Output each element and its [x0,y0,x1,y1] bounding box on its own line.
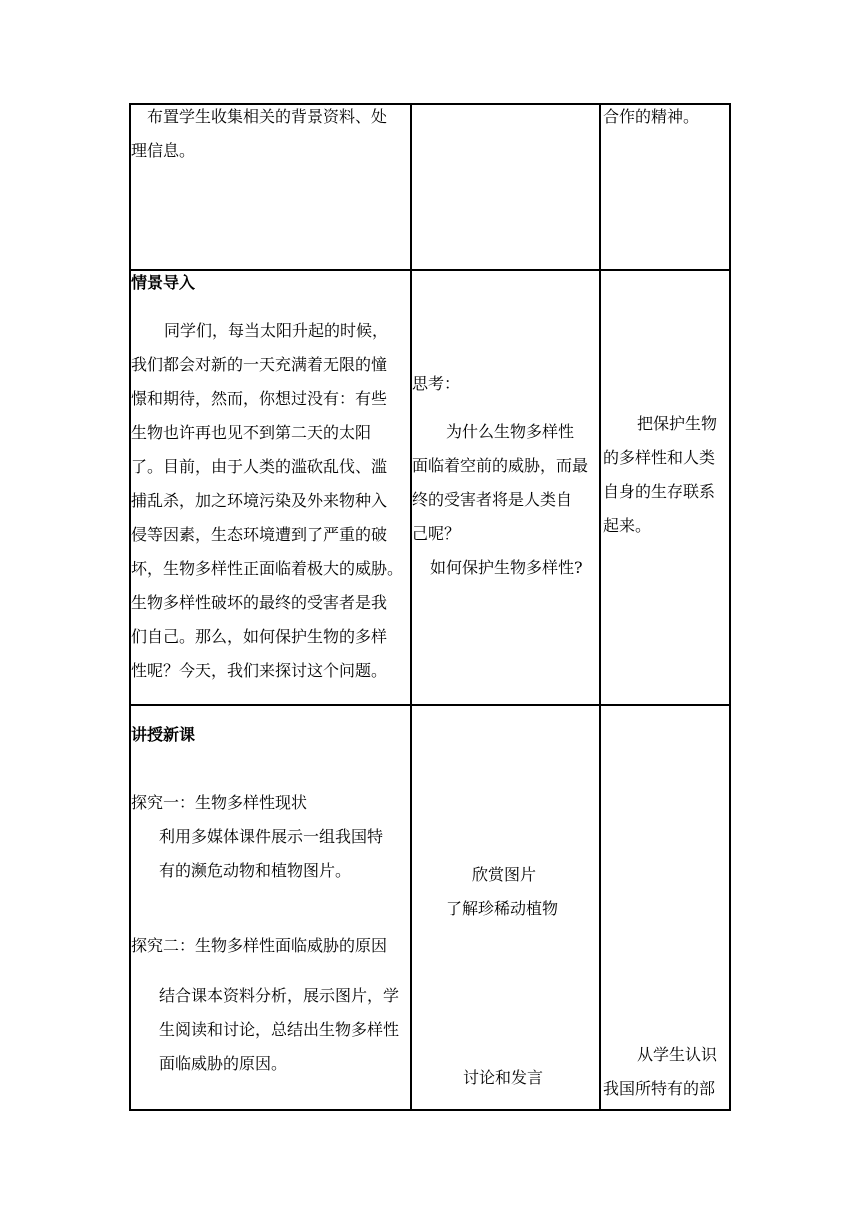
table-border-row2 [129,269,731,271]
intro-text-line: 憬和期待，然而，你想过没有：有些 [131,389,388,408]
inquiry2-text-line: 生阅读和讨论，总结出生物多样性 [159,1020,400,1039]
table-border-row3 [129,704,731,706]
think-question-line: 己呢？ [412,524,461,543]
intent-text-line: 从学生认识 [637,1045,718,1064]
inquiry1-text-line: 有的濒危动物和植物图片。 [159,861,352,880]
inquiry2-title: 探究二：生物多样性面临威胁的原因 [131,936,388,955]
student-activity-line: 欣赏图片 [472,865,537,884]
inquiry2-text-line: 结合课本资料分析，展示图片，学 [159,986,400,1005]
row1-text-line: 布置学生收集相关的背景资料、处 [147,107,388,126]
intent-text-line: 的多样性和人类 [603,448,716,467]
intro-text-line: 性呢？今天，我们来探讨这个问题。 [131,661,388,680]
intro-text-line: 坏，生物多样性正面临着极大的威胁。 [131,559,404,578]
intro-text-line: 侵等因素，生态环境遭到了严重的破 [131,525,388,544]
section-heading-intro: 情景导入 [131,273,196,292]
inquiry1-title: 探究一：生物多样性现状 [131,793,308,812]
intro-text-line: 同学们，每当太阳升起的时候， [164,321,389,340]
section-heading-new-lesson: 讲授新课 [131,725,196,744]
intro-text-line: 们自己。那么，如何保护生物的多样 [131,627,388,646]
intro-text-line: 捕乱杀，加之环境污染及外来物种入 [131,491,388,510]
intent-text-line: 把保护生物 [637,414,718,433]
intro-text-line: 生物多样性破坏的最终的受害者是我 [131,593,388,612]
inquiry1-text-line: 利用多媒体课件展示一组我国特 [159,827,384,846]
think-label: 思考： [412,374,461,393]
intent-text-line: 我国所特有的部 [603,1079,716,1098]
table-divider-col2 [410,103,412,1111]
inquiry2-text-line: 面临威胁的原因。 [159,1054,288,1073]
intro-text-line: 了。目前，由于人类的滥砍乱伐、滥 [131,457,388,476]
intro-text-line: 我们都会对新的一天充满着无限的憧 [131,355,388,374]
intent-text-line: 自身的生存联系 [603,482,716,501]
row1-col3-text: 合作的精神。 [603,107,700,126]
table-border-top [129,103,731,105]
intent-text-line: 起来。 [603,516,652,535]
think-question-line: 面临着空前的威胁，而最 [412,456,589,475]
table-divider-col3 [599,103,601,1111]
think-question-line: 如何保护生物多样性? [430,558,583,577]
row1-text-line: 理信息。 [131,141,196,160]
student-activity-line: 讨论和发言 [463,1068,544,1087]
table-border-bottom [129,1109,731,1111]
think-question-line: 为什么生物多样性 [446,422,575,441]
think-question-line: 终的受害者将是人类自 [412,490,573,509]
student-activity-line: 了解珍稀动植物 [446,899,559,918]
intro-text-line: 生物也许再也见不到第二天的太阳 [131,423,372,442]
table-border-right [729,103,731,1111]
